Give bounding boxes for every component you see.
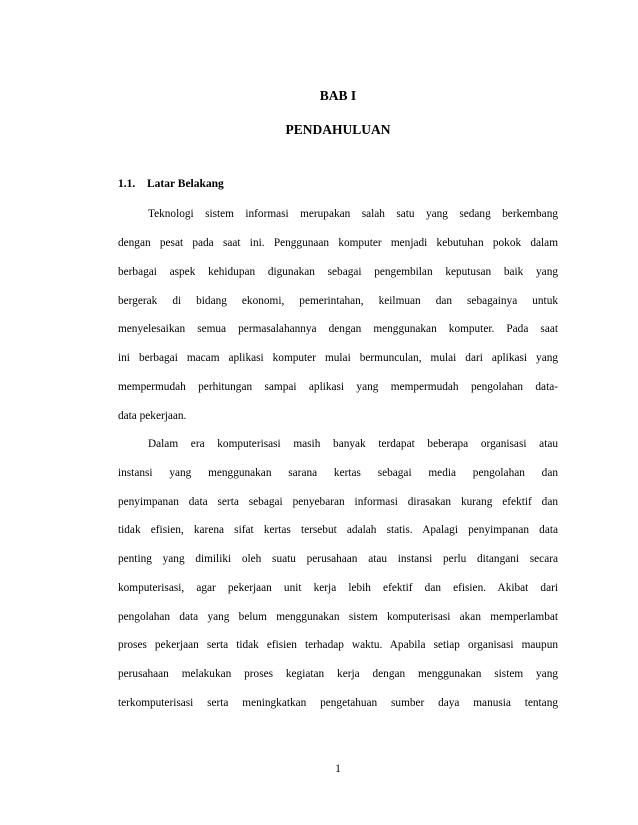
section-heading bbox=[118, 177, 224, 192]
paragraph-2-line-1: Dalam era komputerisasi masih banyak terdapat beberapa organisasi atau bbox=[148, 438, 558, 450]
paragraph-2-line-3: penyimpanan data serta sebagai penyebaran informasi dirasakan kurang efektif dan bbox=[118, 496, 558, 508]
paragraph-2-line-9: perusahaan melakukan proses kegiatan kerja dengan menggunakan sistem yang bbox=[118, 668, 558, 680]
paragraph-2-line-5: penting yang dimiliki oleh suatu perusahaan atau instansi perlu ditangani secara bbox=[118, 553, 558, 565]
section-number: 1.1. bbox=[118, 178, 136, 190]
chapter-number: BAB I bbox=[319, 88, 357, 103]
paragraph-2-line-6: komputerisasi, agar pekerjaan unit kerja lebih efektif dan efisien. Akibat dari bbox=[118, 582, 558, 594]
paragraph-1-line-6: ini berbagai macam aplikasi komputer mulai bermunculan, mulai dari aplikasi yang bbox=[118, 352, 558, 364]
paragraph-2-line-10: terkomputerisasi serta meningkatkan pengetahuan sumber daya manusia tentang bbox=[118, 697, 558, 709]
paragraph-2-line-7: pengolahan data yang belum menggunakan sistem komputerisasi akan memperlambat bbox=[118, 611, 558, 623]
paragraph-1-line-4: bergerak di bidang ekonomi, pemerintahan, keilmuan dan sebagainya untuk bbox=[118, 295, 558, 307]
paragraph-1-line-3: berbagai aspek kehidupan digunakan sebagai pengembilan keputusan baik yang bbox=[118, 266, 558, 278]
chapter-title: PENDAHULUAN bbox=[285, 122, 391, 137]
paragraph-1-line-8: data pekerjaan. bbox=[118, 410, 187, 422]
paragraph-2-line-2: instansi yang menggunakan sarana kertas sebagai media pengolahan dan bbox=[118, 467, 558, 479]
paragraph-1-line-5: menyelesaikan semua permasalahannya dengan menggunakan komputer. Pada saat bbox=[118, 323, 558, 335]
paragraph-2-line-4: tidak efisien, karena sifat kertas tersebut adalah statis. Apalagi penyimpanan data bbox=[118, 524, 558, 536]
paragraph-1-line-1: Teknologi sistem informasi merupakan salah satu yang sedang berkembang bbox=[148, 208, 558, 220]
paragraph-1-line-7: mempermudah perhitungan sampai aplikasi yang mempermudah pengolahan data- bbox=[118, 381, 558, 393]
section-title: Latar Belakang bbox=[147, 178, 224, 190]
paragraph-1-line-2: dengan pesat pada saat ini. Penggunaan komputer menjadi kebutuhan pokok dalam bbox=[118, 237, 558, 249]
paragraph-2-line-8: proses pekerjaan serta tidak efisien terhadap waktu. Apabila setiap organisasi maupun bbox=[118, 639, 558, 651]
page-number: 1 bbox=[335, 763, 341, 775]
